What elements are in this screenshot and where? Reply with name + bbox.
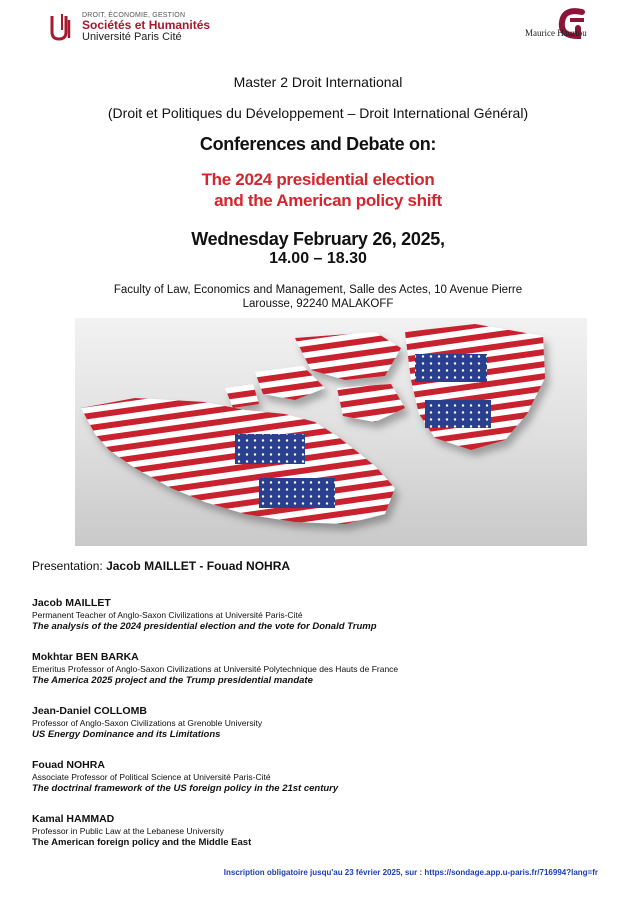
- greenland-shape: [405, 324, 545, 450]
- speaker-topic: The analysis of the 2024 presidential election and the vote for Donald Trump: [32, 621, 377, 632]
- program-title: Master 2 Droit International: [233, 74, 403, 90]
- speaker-role: Emeritus Professor of Anglo-Saxon Civilizations at Université Polytechnique des Hauts de France: [32, 664, 399, 674]
- speaker-name: Jean-Daniel COLLOMB: [32, 705, 147, 717]
- topic-line-1: The 2024 presidential election: [201, 170, 435, 189]
- speaker-name: Fouad NOHRA: [32, 759, 105, 771]
- north-america-flag-map-image: [75, 318, 587, 546]
- speaker-role: Professor in Public Law at the Lebanese University: [32, 826, 224, 836]
- speaker-topic: US Energy Dominance and its Limitations: [32, 729, 221, 740]
- topic-line-2: and the American policy shift: [214, 191, 442, 210]
- speaker-role: Associate Professor of Political Science at Université Paris-Cité: [32, 772, 271, 782]
- header: [0, 0, 636, 70]
- speaker-topic: The American foreign policy and the Middle East: [32, 837, 252, 848]
- up-emblem-icon: [48, 12, 76, 42]
- presentation-line: [32, 559, 290, 573]
- speaker-block: [32, 813, 612, 849]
- event-time: 14.00 – 18.30: [269, 250, 367, 267]
- up-faculty-line: DROIT, ÉCONOMIE, GESTION: [82, 12, 186, 19]
- speaker-block: [32, 705, 612, 741]
- speaker-role: Permanent Teacher of Anglo-Saxon Civilizations at Université Paris-Cité: [32, 610, 303, 620]
- speaker-block: [32, 759, 612, 795]
- universite-paris-cite-logo: [48, 12, 210, 43]
- maurice-hauriou-logo-icon: [520, 6, 610, 46]
- speaker-topic: The doctrinal framework of the US foreign policy in the 21st century: [32, 783, 339, 794]
- event-title: Conferences and Debate on:: [199, 134, 437, 154]
- presentation-names: Jacob MAILLET - Fouad NOHRA: [106, 559, 291, 573]
- arctic-islands-shape: [225, 332, 405, 422]
- registration-link[interactable]: Inscription obligatoire jusqu'au 23 février 2025, sur : https://sondage.app.u-paris.fr/716994?lang=fr: [223, 868, 598, 877]
- speaker-role: Professor of Anglo-Saxon Civilizations at Grenoble University: [32, 718, 263, 728]
- speaker-name: Mokhtar BEN BARKA: [32, 651, 139, 663]
- speaker-block: [32, 651, 612, 687]
- speaker-block: [32, 597, 612, 633]
- presentation-label: Presentation:: [32, 559, 103, 573]
- address-line-2: Larousse, 92240 MALAKOFF: [242, 298, 394, 310]
- address-line-1: Faculty of Law, Economics and Management, Salle des Actes, 10 Avenue Pierre: [113, 284, 523, 296]
- up-faculty-name: Sociétés et Humanités: [82, 18, 211, 33]
- speaker-name: Jacob MAILLET: [32, 597, 111, 609]
- speaker-name: Kamal HAMMAD: [32, 813, 115, 825]
- program-specialty: (Droit et Politiques du Développement – Droit International Général): [107, 105, 529, 121]
- speaker-topic: The America 2025 project and the Trump presidential mandate: [32, 675, 313, 686]
- maurice-hauriou-label: Maurice Hauriou: [525, 28, 587, 38]
- up-university-name: Université Paris Cité: [82, 30, 182, 43]
- event-date: Wednesday February 26, 2025,: [191, 229, 445, 249]
- flag-map-illustration: [75, 318, 587, 546]
